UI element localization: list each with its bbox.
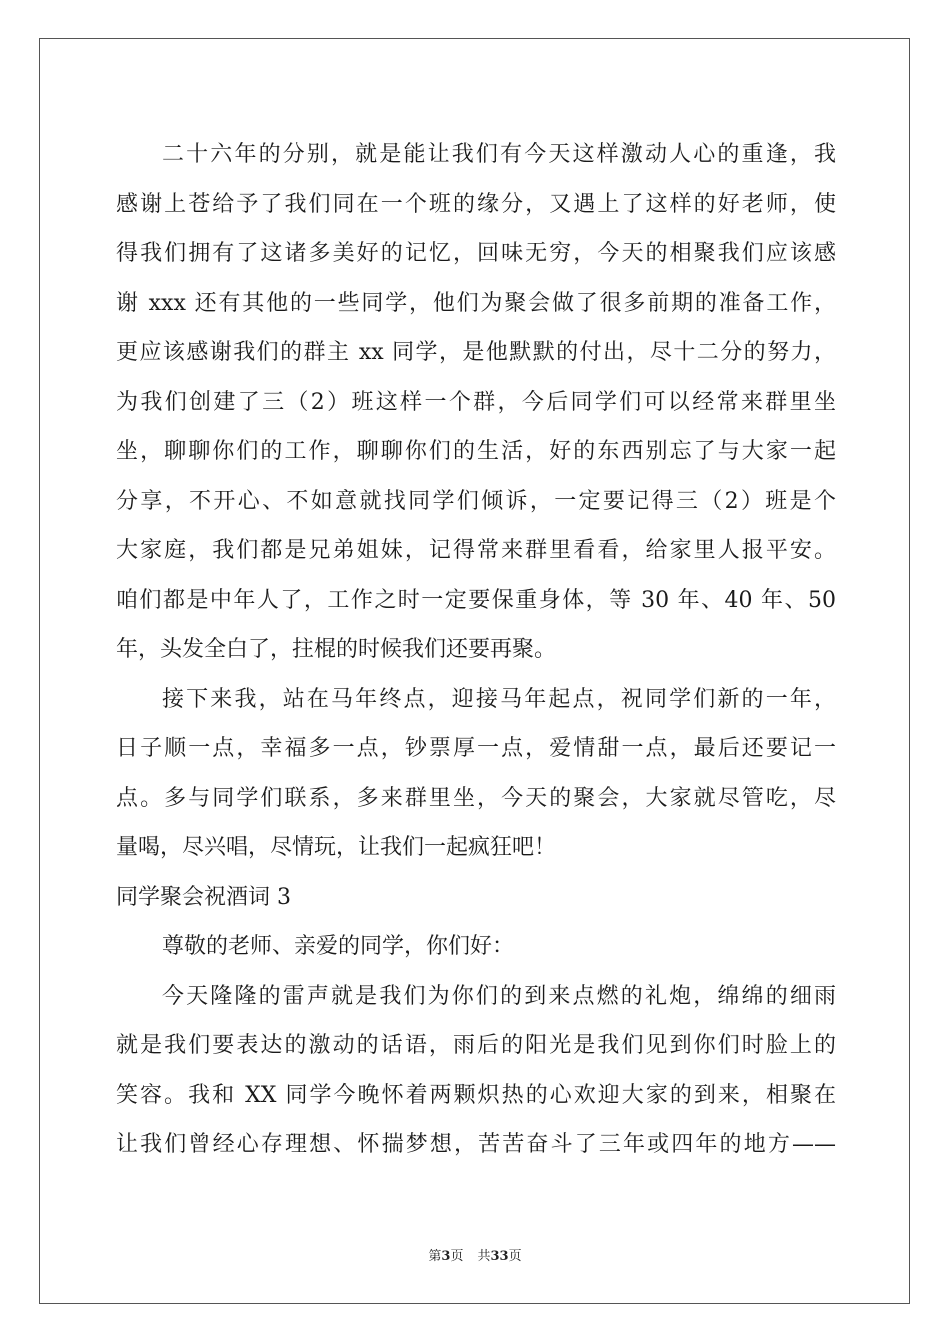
text-line: 大家庭，我们都是兄弟姐妹，记得常来群里看看，给家里人报平安。 xyxy=(116,538,836,563)
text-line: 点。多与同学们联系，多来群里坐，今天的聚会，大家就尽管吃，尽 xyxy=(116,785,836,811)
text-line: 接下来我，站在马年终点，迎接马年起点，祝同学们新的一年， xyxy=(162,686,836,712)
text-line: 分享，不开心、不如意就找同学们倾诉，一定要记得三（2）班是个 xyxy=(116,488,836,514)
text-line: 量喝，尽兴唱，尽情玩，让我们一起疯狂吧！ xyxy=(116,835,557,860)
text-line: 为我们创建了三（2）班这样一个群，今后同学们可以经常来群里坐 xyxy=(116,389,836,415)
text-line: 让我们曾经心存理想、怀揣梦想，苦苦奋斗了三年或四年的地方—— xyxy=(116,1132,836,1157)
footer-page-prefix: 第 xyxy=(428,1249,442,1264)
text-line: 今天隆隆的雷声就是我们为你们的到来点燃的礼炮，绵绵的细雨 xyxy=(162,983,836,1009)
section-heading: 同学聚会祝酒词 3 xyxy=(116,884,291,910)
footer-page-number: 3 xyxy=(441,1249,451,1264)
footer-total-prefix: 共 xyxy=(477,1249,491,1264)
text-line: 笑容。我和 XX 同学今晚怀着两颗炽热的心欢迎大家的到来，相聚在 xyxy=(116,1082,836,1108)
text-line: 尊敬的老师、亲爱的同学，你们好： xyxy=(162,934,515,959)
text-line: 就是我们要表达的激动的话语，雨后的阳光是我们见到你们时脸上的 xyxy=(116,1033,836,1058)
text-line: 坐，聊聊你们的工作，聊聊你们的生活，好的东西别忘了与大家一起 xyxy=(116,439,836,464)
page-footer xyxy=(0,1245,950,1264)
footer-total-suffix: 页 xyxy=(508,1249,522,1264)
text-line: 年，头发全白了，拄棍的时候我们还要再聚。 xyxy=(116,637,557,662)
text-line: 谢 xxx 还有其他的一些同学，他们为聚会做了很多前期的准备工作， xyxy=(116,290,836,316)
text-line: 咱们都是中年人了，工作之时一定要保重身体，等 30 年、40 年、50 xyxy=(116,587,836,613)
text-line: 感谢上苍给予了我们同在一个班的缘分，又遇上了这样的好老师，使 xyxy=(116,191,836,217)
text-line: 更应该感谢我们的群主 xx 同学，是他默默的付出，尽十二分的努力， xyxy=(116,340,836,365)
footer-page-suffix: 页 xyxy=(450,1249,464,1264)
document-body xyxy=(116,130,836,1170)
text-line: 日子顺一点，幸福多一点，钞票厚一点，爱情甜一点，最后还要记一 xyxy=(116,736,836,761)
footer-total-pages: 33 xyxy=(490,1249,509,1264)
text-line: 二十六年的分别，就是能让我们有今天这样激动人心的重逢，我 xyxy=(162,142,836,167)
text-line: 得我们拥有了这诸多美好的记忆，回味无穷，今天的相聚我们应该感 xyxy=(116,241,836,266)
